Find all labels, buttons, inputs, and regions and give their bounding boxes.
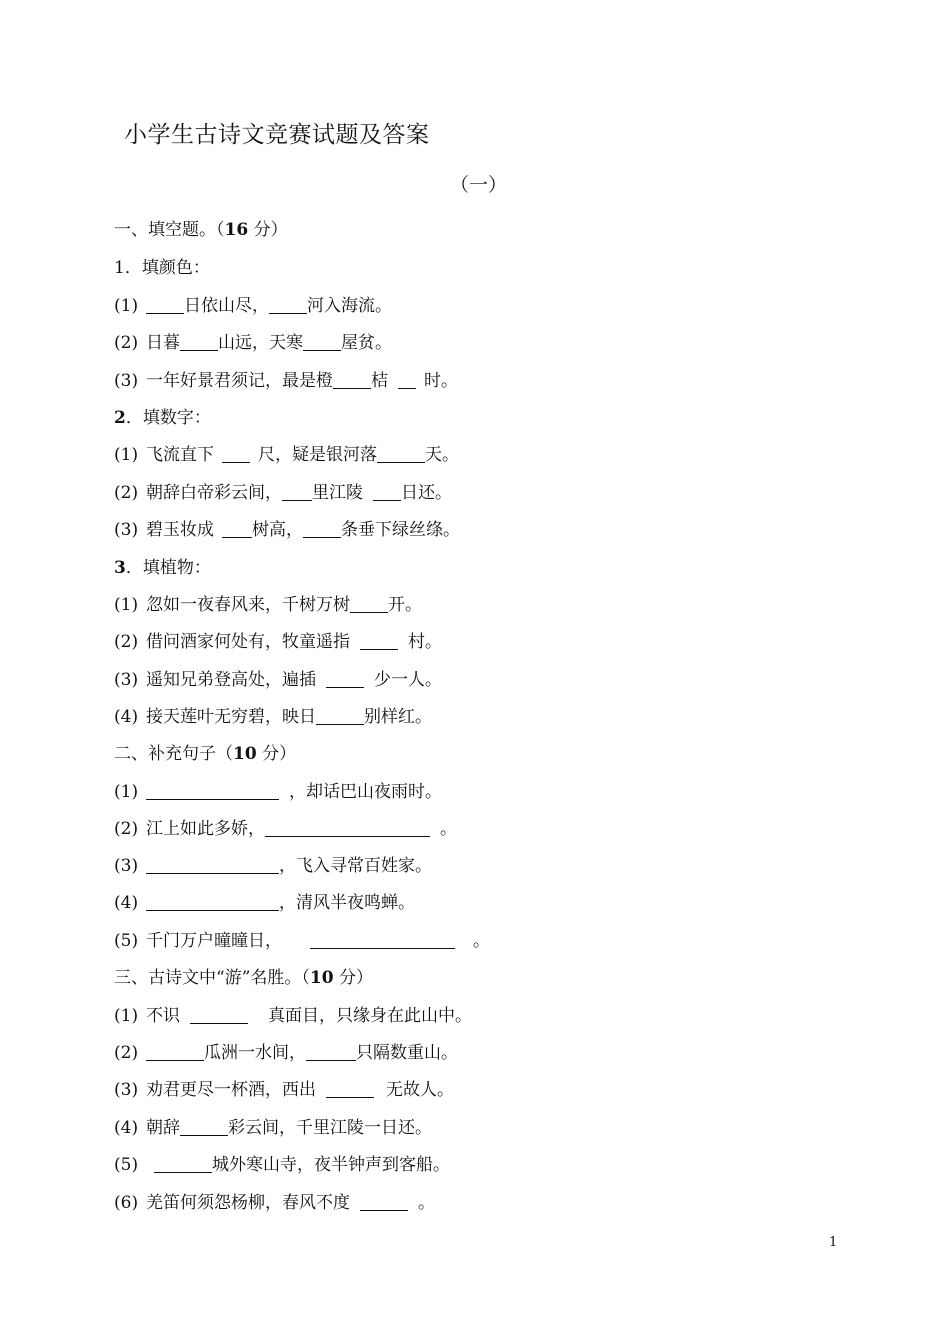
answer-blank[interactable] (360, 631, 398, 650)
item-text: 村。 (408, 632, 442, 652)
heading-text: 分） (333, 968, 373, 988)
answer-blank[interactable] (326, 669, 364, 688)
answer-blank[interactable] (269, 295, 307, 314)
answer-blank[interactable] (222, 519, 252, 538)
section-3-heading (114, 965, 373, 991)
item-text: 江上如此多娇， (146, 819, 265, 839)
item-text: 只隔数重山。 (356, 1043, 458, 1063)
answer-blank[interactable] (222, 444, 250, 463)
question-item (114, 1077, 454, 1103)
item-text: 不识 (146, 1006, 180, 1026)
heading-points: 10 (309, 968, 334, 988)
answer-blank[interactable] (190, 1005, 248, 1024)
item-number: (4) (114, 707, 139, 727)
item-text: 别样红。 (364, 707, 432, 727)
item-text: 瓜洲一水间， (204, 1043, 306, 1063)
item-number: (2) (114, 1043, 139, 1063)
question-item (114, 517, 460, 543)
document-subtitle: （一） (450, 174, 508, 196)
item-text: 无故人。 (386, 1080, 454, 1100)
answer-blank[interactable] (373, 482, 401, 501)
answer-blank[interactable] (303, 519, 341, 538)
answer-blank[interactable] (360, 1192, 408, 1211)
heading-text: 一、填空题。（ (114, 220, 225, 240)
question-item (114, 1040, 458, 1066)
item-number: (2) (114, 819, 139, 839)
question-item (114, 368, 458, 394)
heading-points: 16 (224, 220, 249, 240)
item-number: (5) (114, 931, 139, 951)
item-text: 劝君更尽一杯酒，西出 (146, 1080, 316, 1100)
item-text: 千门万户曈曈日， (146, 931, 282, 951)
question-item (114, 816, 457, 842)
question-item (114, 928, 490, 954)
item-text: 尺，疑是银河落 (258, 445, 377, 465)
item-text: 遥知兄弟登高处，遍插 (146, 670, 316, 690)
item-number: (1) (114, 296, 139, 316)
item-text: 河入海流。 (307, 296, 392, 316)
item-text: 羌笛何须怨杨柳，春风不度 (146, 1193, 350, 1213)
answer-blank[interactable] (333, 370, 371, 389)
section-1-heading (114, 217, 288, 243)
item-text: 日还。 (401, 483, 452, 503)
question-item (114, 1003, 472, 1029)
item-text: ，清风半夜鸣蝉。 (279, 893, 415, 913)
answer-blank[interactable] (146, 295, 184, 314)
question-number: 1 (114, 258, 125, 278)
item-text: 接天莲叶无穷碧，映日 (146, 707, 316, 727)
item-text: 日依山尽， (184, 296, 269, 316)
item-number: (1) (114, 595, 139, 615)
question-item (114, 592, 422, 618)
answer-blank[interactable] (180, 332, 218, 351)
answer-blank[interactable] (310, 930, 455, 949)
answer-blank[interactable] (146, 892, 279, 911)
question-number: 3 (114, 558, 126, 578)
item-text: ，却话巴山夜雨时。 (289, 782, 442, 802)
question-item (114, 330, 392, 356)
heading-text: 分） (256, 744, 297, 764)
page-number: 1 (829, 1235, 838, 1250)
item-number: (3) (114, 1080, 139, 1100)
question-item (114, 1152, 450, 1178)
question-item (114, 293, 392, 319)
item-text: 桔 (371, 371, 388, 391)
heading-text: 分） (248, 220, 288, 240)
item-number: (1) (114, 782, 139, 802)
item-text: 里江陵 (312, 483, 363, 503)
item-number: (1) (114, 1006, 139, 1026)
question-text: ．填植物： (125, 558, 211, 578)
item-text: 碧玉妆成 (146, 520, 214, 540)
answer-blank[interactable] (377, 444, 425, 463)
heading-points: 10 (233, 744, 257, 764)
question-item (114, 704, 432, 730)
item-text: 少一人。 (374, 670, 442, 690)
item-text: 城外寒山寺，夜半钟声到客船。 (212, 1155, 450, 1175)
item-text: 日暮 (146, 333, 180, 353)
heading-text: 二、补充句子（ (114, 744, 233, 764)
question-3-label (114, 555, 211, 581)
question-number: 2 (114, 408, 126, 428)
item-number: (4) (114, 893, 139, 913)
item-text: 天。 (425, 445, 459, 465)
question-text: ．填颜色： (124, 258, 210, 278)
item-number: (3) (114, 856, 139, 876)
question-1-label (114, 255, 210, 281)
item-number: (3) (114, 371, 139, 391)
document-title: 小学生古诗文竞赛试题及答案 (124, 122, 430, 148)
answer-blank[interactable] (316, 706, 364, 725)
item-number: (4) (114, 1118, 139, 1138)
item-text: 开。 (388, 595, 422, 615)
answer-blank[interactable] (154, 1154, 212, 1173)
item-text: 真面目，只缘身在此山中。 (268, 1006, 472, 1026)
item-number: (3) (114, 670, 139, 690)
question-2-label (114, 405, 211, 431)
item-number: (2) (114, 333, 139, 353)
item-number: (5) (114, 1155, 139, 1175)
item-number: (2) (114, 632, 139, 652)
answer-blank[interactable] (146, 781, 279, 800)
question-item (114, 480, 452, 506)
item-text: 屋贫。 (341, 333, 392, 353)
question-item (114, 442, 459, 468)
item-text: 。 (440, 819, 457, 839)
answer-blank[interactable] (282, 482, 312, 501)
question-item (114, 629, 442, 655)
item-number: (6) (114, 1193, 139, 1213)
section-2-heading (114, 741, 296, 767)
item-text: 朝辞白帝彩云间， (146, 483, 282, 503)
item-text: 。 (418, 1193, 435, 1213)
answer-blank[interactable] (303, 332, 341, 351)
item-number: (2) (114, 483, 139, 503)
answer-blank[interactable] (180, 1117, 228, 1136)
item-text: 山远，天寒 (218, 333, 303, 353)
item-text: 飞流直下 (146, 445, 214, 465)
item-text: 朝辞 (146, 1118, 180, 1138)
answer-blank[interactable] (350, 594, 388, 613)
question-text: ．填数字： (125, 408, 211, 428)
item-text: 忽如一夜春风来，千树万树 (146, 595, 350, 615)
item-number: (3) (114, 520, 139, 540)
question-item (114, 667, 442, 693)
heading-text: 三、古诗文中“游”名胜。（ (114, 968, 310, 988)
item-text: 。 (473, 931, 490, 951)
item-text: 树高， (252, 520, 303, 540)
answer-blank[interactable] (326, 1079, 374, 1098)
question-item (114, 1115, 432, 1141)
item-text: 借问酒家何处有，牧童遥指 (146, 632, 350, 652)
item-text: 条垂下绿丝绦。 (341, 520, 460, 540)
item-number: (1) (114, 445, 139, 465)
item-text: 彩云间，千里江陵一日还。 (228, 1118, 432, 1138)
question-item (114, 890, 415, 916)
answer-blank[interactable] (306, 1042, 356, 1061)
answer-blank[interactable] (146, 1042, 204, 1061)
question-item (114, 779, 442, 805)
item-text: 时。 (424, 371, 458, 391)
item-text: 一年好景君须记，最是橙 (146, 371, 333, 391)
answer-blank[interactable] (146, 855, 279, 874)
answer-blank[interactable] (265, 818, 430, 837)
item-text: ，飞入寻常百姓家。 (279, 856, 432, 876)
question-item (114, 853, 432, 879)
question-item (114, 1190, 435, 1216)
answer-blank[interactable] (398, 370, 416, 389)
